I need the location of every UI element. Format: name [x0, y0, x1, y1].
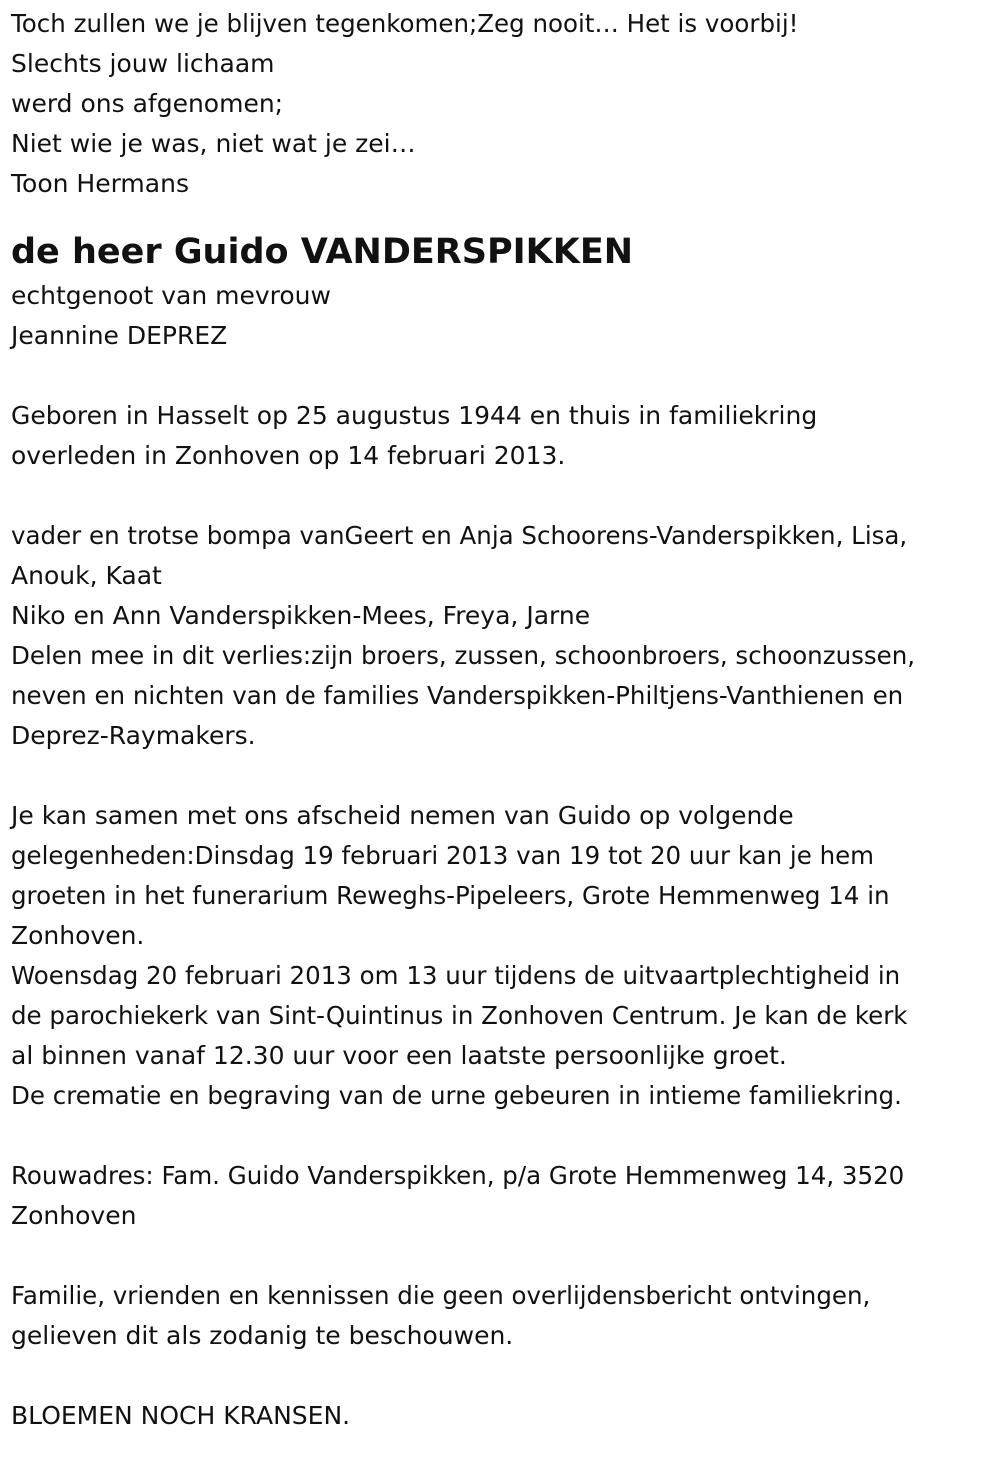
poem-line: werd ons afgenomen;: [11, 89, 284, 118]
farewell-line: Woensdag 20 februari 2013 om 13 uur tijdens de uitvaartplechtigheid in: [11, 961, 901, 990]
family-line: vader en trotse bompa vanGeert en Anja Schoorens-Vanderspikken, Lisa,: [11, 521, 908, 550]
poem-block: [11, 4, 990, 204]
address-block: [11, 1156, 990, 1236]
poem-line: Niet wie je was, niet wat je zei…: [11, 129, 416, 158]
notice-line: gelieven dit als zodanig te beschouwen.: [11, 1321, 514, 1350]
notice-block: [11, 1276, 990, 1356]
family-line: Niko en Ann Vanderspikken-Mees, Freya, Jarne: [11, 601, 591, 630]
spacer: [11, 1356, 990, 1396]
farewell-line: al binnen vanaf 12.30 uur voor een laatste persoonlijke groet.: [11, 1041, 787, 1070]
address-line: Rouwadres: Fam. Guido Vanderspikken, p/a Grote Hemmenweg 14, 3520: [11, 1161, 905, 1190]
farewell-line: groeten in het funerarium Reweghs-Pipeleers, Grote Hemmenweg 14 in: [11, 881, 890, 910]
spouse-name: Jeannine DEPREZ: [11, 321, 228, 350]
poem-line: Slechts jouw lichaam: [11, 49, 275, 78]
farewell-line: de parochiekerk van Sint-Quintinus in Zonhoven Centrum. Je kan de kerk: [11, 1001, 908, 1030]
family-line: Anouk, Kaat: [11, 561, 162, 590]
notice-line: Familie, vrienden en kennissen die geen overlijdensbericht ontvingen,: [11, 1281, 871, 1310]
farewell-line: Zonhoven.: [11, 921, 145, 950]
family-line: Deprez-Raymakers.: [11, 721, 256, 750]
death-line: overleden in Zonhoven op 14 februari 2013.: [11, 441, 566, 470]
spacer: [11, 356, 990, 396]
address-line: Zonhoven: [11, 1201, 137, 1230]
spacer: [11, 756, 990, 796]
family-block: [11, 516, 990, 756]
family-line: Delen mee in dit verlies:zijn broers, zussen, schoonbroers, schoonzussen,: [11, 641, 916, 670]
closing-line: BLOEMEN NOCH KRANSEN.: [11, 1401, 351, 1430]
poem-author: Toon Hermans: [11, 169, 189, 198]
farewell-block: [11, 796, 990, 1116]
spouse-line: echtgenoot van mevrouw: [11, 281, 331, 310]
birth-death-block: [11, 396, 990, 476]
poem-line: Toch zullen we je blijven tegenkomen;Zeg nooit… Het is voorbij!: [11, 9, 799, 38]
farewell-line: Je kan samen met ons afscheid nemen van Guido op volgende: [11, 801, 794, 830]
spouse-block: [11, 276, 990, 356]
family-line: neven en nichten van de families Vanderspikken-Philtjens-Vanthienen en: [11, 681, 904, 710]
farewell-line: De crematie en begraving van de urne gebeuren in intieme familiekring.: [11, 1081, 902, 1110]
farewell-line: gelegenheden:Dinsdag 19 februari 2013 van 19 tot 20 uur kan je hem: [11, 841, 875, 870]
spacer: [11, 1116, 990, 1156]
deceased-name: de heer Guido VANDERSPIKKEN: [11, 232, 634, 272]
spacer: [11, 1236, 990, 1276]
birth-line: Geboren in Hasselt op 25 augustus 1944 en thuis in familiekring: [11, 401, 818, 430]
spacer: [11, 476, 990, 516]
